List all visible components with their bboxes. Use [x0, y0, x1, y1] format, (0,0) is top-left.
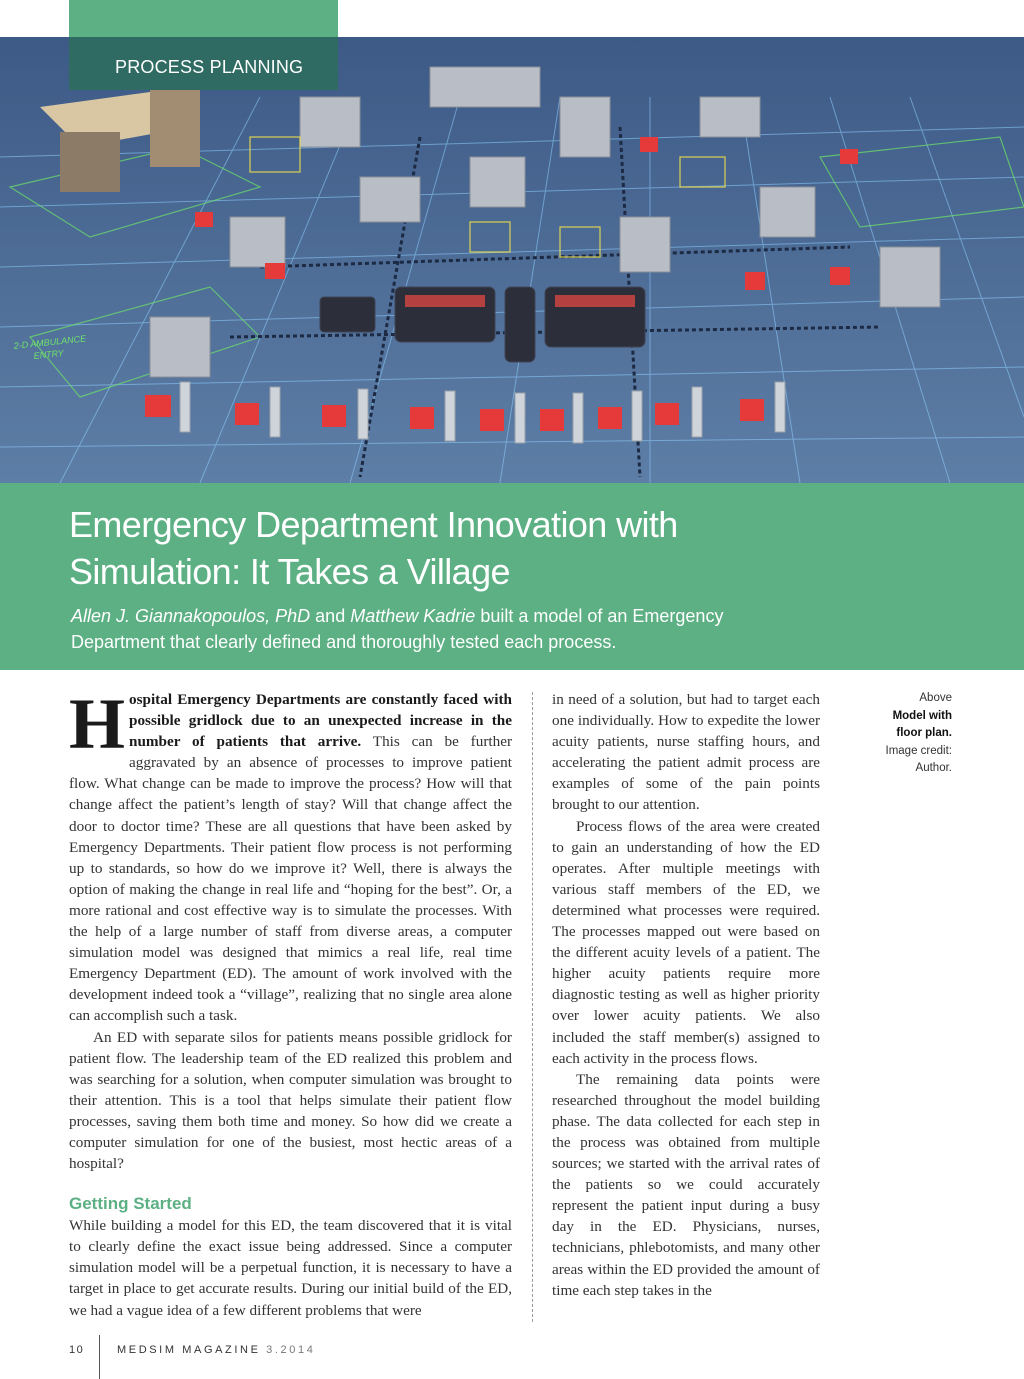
deck-text-1: built a model of an Emergency [480, 606, 724, 626]
drop-cap: H [69, 684, 126, 764]
page-number: 10 [69, 1344, 85, 1356]
paragraph-2: An ED with separate silos for patients means possible gridlock for patient flow. The leadership team of the ED realized this problem and was searching for a solution, when computer simulation was brought to their attention. This is a tool that helps simulate their patient flow processes, saving them both time and money. So how did we create a computer simulation for one of the busiest, most hectic areas of a hospital? [69, 1028, 512, 1173]
magazine-name: MEDSIM MAGAZINE [117, 1344, 261, 1356]
article-title-line-1: Emergency Department Innovation with [69, 504, 678, 545]
body-column-left [69, 684, 512, 1321]
caption-above: Above [919, 692, 952, 704]
ambulance-entry-label-2: ENTRY [33, 347, 65, 361]
section-label-box [69, 37, 338, 90]
article-deck [71, 603, 831, 655]
paragraph-5: Process flows of the area were created to gain an understanding of how the ED operates. After multiple meetings with various staff members of the ED, we determined what processes were required. The processes mapped out were based on the different acuity levels of a patient. The higher acuity patients require more diagnostic testing as well as higher priority over lower acuity patients. We also included the staff member(s) assigned to each activity in the process flows. [552, 817, 820, 1067]
deck-text-2: Department that clearly defined and thoroughly tested each process. [71, 632, 617, 652]
caption-bold-1: Model with [892, 709, 952, 722]
title-band [0, 483, 1024, 670]
section-tab [69, 0, 338, 37]
deck-and: and [315, 606, 346, 626]
column-divider [532, 692, 533, 1322]
paragraph-1-text: This can be further aggravated by an absence of processes to improve patient flow. What change can be made to improve the process? How will that change affect the patient’s length of stay? Will that change affect the door to doctor time? These are all questions that have been asked by Emergency Departments. Their patient flow process is not performing up to standards, so how do we improve it? Well, there is always the option of making the change in real life and “hoping for the best”. Or, a more rational and cost effective way is to simulate the processes. With the help of a large number of staff from diverse areas, a computer simulation model was designed that mimics a real life, real time Emergency Department (ED). The amount of work involved with the development indeed took a “village”, realizing that no single area alone can accomplish such a task. [69, 733, 512, 1025]
article-title-line-2: Simulation: It Takes a Village [69, 551, 510, 592]
footer-magazine [117, 1344, 315, 1356]
floor-plan-3d-illustration [0, 37, 1024, 483]
caption-credit: Image credit: [885, 744, 952, 757]
caption-author: Author. [915, 762, 952, 774]
paragraph-3: While building a model for this ED, the team discovered that it is vital to clearly define the exact issue being addressed. Since a computer simulation model will be a perpetual function, it is necessary to have a target in place to get accurate results. During our initial build of the ED, we had a vague idea of a few different problems that were [69, 1217, 512, 1319]
paragraph-6: The remaining data points were researched throughout the model building phase. The data collected for each step in the process was obtained from multiple sources; we started with the arrival rates of the patients so we could accurately represent the patient input during a busy day in the ED. Physicians, nurses, technicians, phlebotomists, and many other areas within the ED provided the amount of time each step takes in the [552, 1070, 820, 1299]
image-caption [860, 690, 952, 778]
issue-number: 3.2014 [266, 1344, 316, 1356]
author-2: Matthew Kadrie [350, 606, 476, 626]
ambulance-entry-label: 2-D AMBULANCE [13, 333, 87, 351]
lead-in-bold: ospital Emergency Departments are constantly faced with possible gridlock due to an unexpected increase in the number of patients that arrive. [129, 691, 512, 751]
paragraph-intro [69, 684, 512, 1027]
section-label: PROCESS PLANNING [115, 57, 304, 77]
author-1: Allen J. Giannakopoulos, PhD [71, 606, 311, 626]
body-column-middle [552, 689, 820, 1301]
hero-floor-plan-image [0, 37, 1024, 483]
caption-bold-2: floor plan. [896, 727, 952, 739]
article-title [69, 501, 829, 595]
paragraph-4: in need of a solution, but had to target each one individually. How to expedite the lower acuity patients, nurse staffing hours, and accelerating the patient admit process are examples of some of the pain points brought to our attention. [552, 691, 820, 814]
subhead-getting-started: Getting Started [69, 1194, 192, 1214]
footer-rule [99, 1335, 100, 1379]
